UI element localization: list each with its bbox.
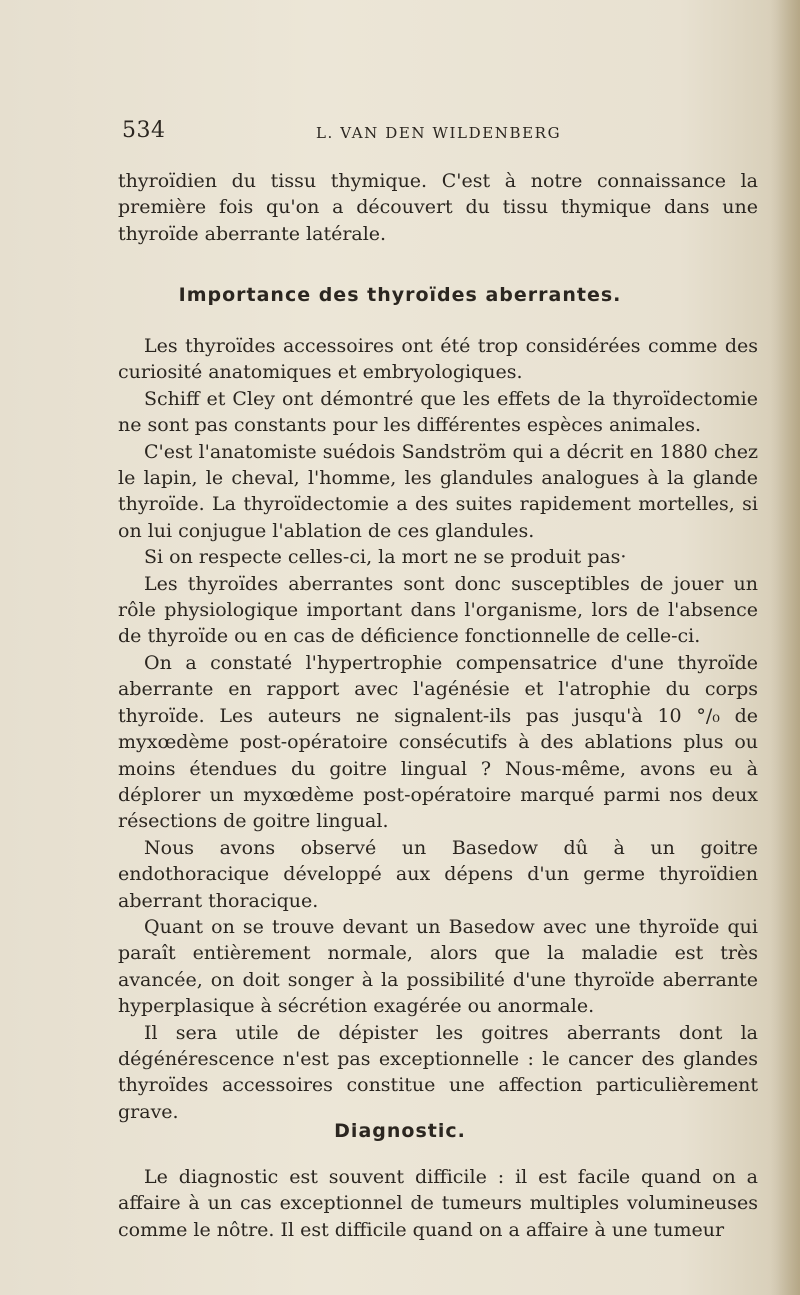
section-heading-diagnostic: Diagnostic. <box>334 1120 466 1142</box>
paragraph: Les thyroïdes aberrantes sont donc susceptibles de jouer un rôle physiologique important dans l'organisme, lors de l'absence de thyroïde ou en cas de déficience fonctionnelle de celle-ci. <box>118 572 758 648</box>
paragraph: Quant on se trouve devant un Basedow avec une thyroïde qui paraît entièrement normale, alors que la maladie est très avancée, on doit songer à la possibilité d'une thyroïde aberrante hyperplasique à sécrétion exagérée ou anormale. <box>118 915 758 1018</box>
page-number: 534 <box>122 118 166 143</box>
running-title: L. VAN DEN WILDENBERG <box>316 124 562 142</box>
page-gutter-shadow <box>770 0 800 1295</box>
paragraph: Il sera utile de dépister les goitres aberrants dont la dégénérescence n'est pas exceptionnelle : le cancer des glandes thyroïdes accessoires constitue une affection particulièrement grave. <box>118 1021 758 1123</box>
paragraph: Si on respecte celles-ci, la mort ne se produit pas· <box>144 546 627 569</box>
running-head <box>122 118 622 146</box>
section-body-diagnostic <box>118 1164 758 1243</box>
paragraph: Nous avons observé un Basedow dû à un goitre endothoracique développé aux dépens d'un germe thyroïdien aberrant thoracique. <box>118 836 758 912</box>
paragraph: Les thyroïdes accessoires ont été trop considérées comme des curiosité anatomiques et embryologiques. <box>118 335 758 384</box>
paragraph: On a constaté l'hypertrophie compensatrice d'une thyroïde aberrante en rapport avec l'agénésie et l'atrophie du corps thyroïde. Les auteurs ne signalent-ils pas jusqu'à 10 °/₀ de myxœdème post-opératoire consécutifs à des ablations plus ou moins étendues du goitre lingual ? Nous-même, avons eu à déplorer un myxœdème post-opératoire marqué parmi nos deux résections de goitre lingual. <box>118 651 758 833</box>
section-heading-importance: Importance des thyroïdes aberrantes. <box>178 284 622 306</box>
continuation-paragraph <box>118 168 758 247</box>
paragraph: Le diagnostic est souvent difficile : il est facile quand on a affaire à un cas exceptionnel de tumeurs multiples volumineuses comme le nôtre. Il est difficile quand on a affaire à une tumeur <box>118 1166 758 1241</box>
paragraph: thyroïdien du tissu thymique. C'est à notre connaissance la première fois qu'on a découvert du tissu thymique dans une thyroïde aberrante latérale. <box>118 170 758 245</box>
paragraph: C'est l'anatomiste suédois Sandström qui a décrit en 1880 chez le lapin, le cheval, l'homme, les glandules analogues à la glande thyroïde. La thyroïdectomie a des suites rapidement mortelles, si on lui conjugue l'ablation de ces glandules. <box>118 440 758 542</box>
paragraph: Schiff et Cley ont démontré que les effets de la thyroïdectomie ne sont pas constants pour les différentes espèces animales. <box>118 387 758 437</box>
section-body-importance <box>118 333 758 1125</box>
